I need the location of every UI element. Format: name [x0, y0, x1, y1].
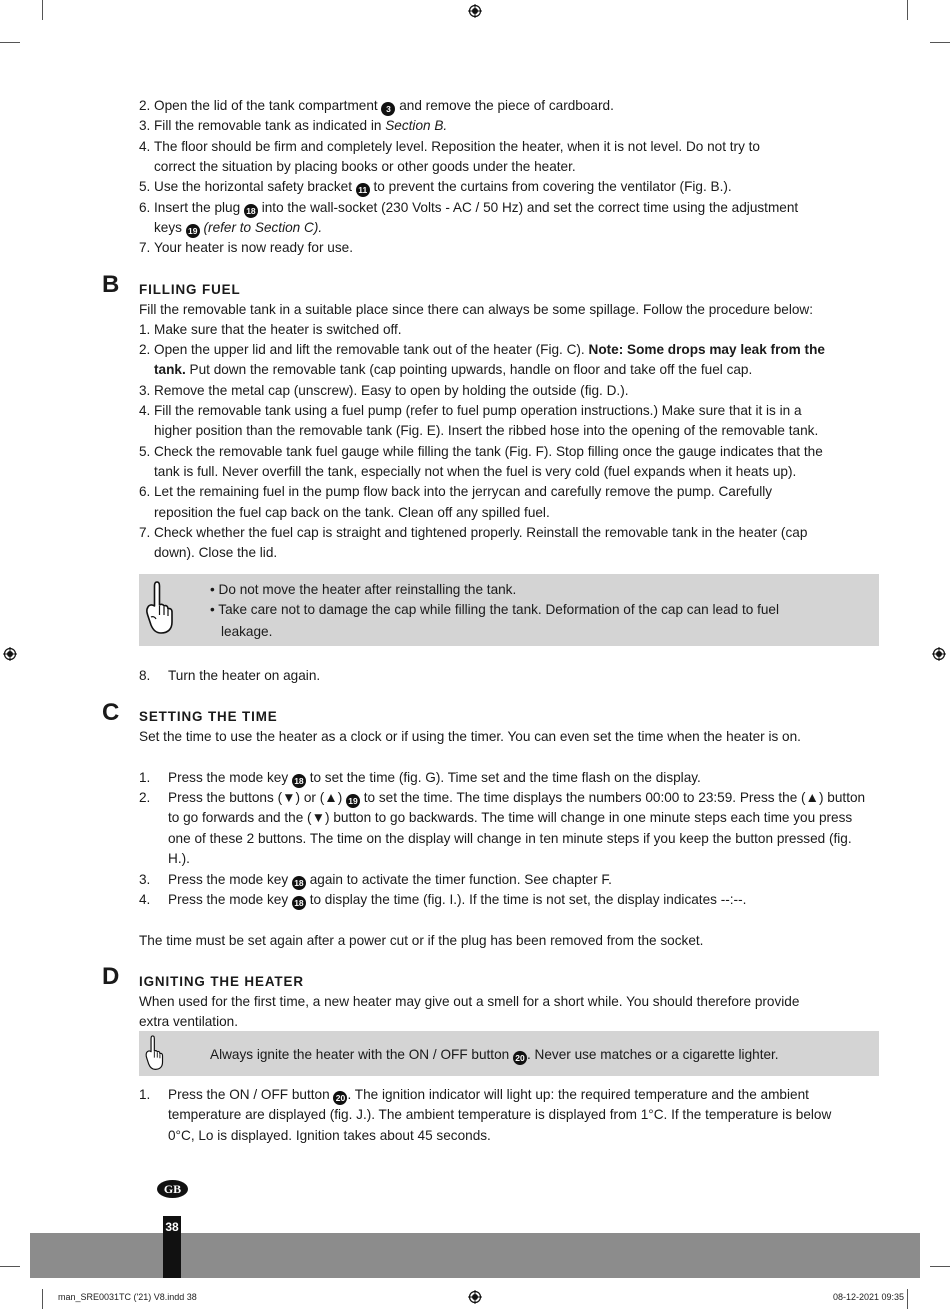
section-intro: Set the time to use the heater as a clock or if using the timer. You can even set the time when the heater is on. [139, 729, 801, 744]
list-item: 3. Fill the removable tank as indicated in Section B. [139, 118, 448, 133]
note-bullet: • Do not move the heater after reinstalling the tank. [210, 582, 517, 597]
callout-badge: 20 [513, 1051, 527, 1065]
language-badge: GB [157, 1180, 188, 1198]
file-slug: man_SRE0031TC ('21) V8.indd 38 [58, 1292, 197, 1302]
list-item-continuation: tank is full. Never overfill the tank, especially not when the fuel is very cold (fuel expands when it heats up). [154, 464, 797, 479]
list-item: 1. Press the ON / OFF button 20 . The ignition indicator will light up: the required temperature and the ambient [139, 1087, 809, 1103]
section-intro: When used for the first time, a new heater may give out a smell for a short while. You should therefore provide [139, 994, 800, 1009]
list-item: 3. Press the mode key 18 again to activate the timer function. See chapter F. [139, 872, 612, 888]
section-letter: C [102, 699, 120, 726]
list-item: 6. Let the remaining fuel in the pump flow back into the jerrycan and carefully remove the pump. Carefully [139, 484, 773, 499]
callout-badge: 19 [186, 224, 200, 238]
note-bullet: • Take care not to damage the cap while filling the tank. Deformation of the cap can lead to fuel [210, 602, 779, 617]
list-item-continuation: temperature are displayed (fig. J.). The ambient temperature is displayed from 1°C. If the temperature is below [168, 1107, 832, 1122]
list-item: 4. Fill the removable tank using a fuel pump (refer to fuel pump operation instructions.) Make sure that it is in a [139, 403, 802, 418]
list-item: 5. Check the removable tank fuel gauge while filling the tank (Fig. F). Stop filling once the gauge indicates that the [139, 444, 823, 459]
list-item: 2. Open the upper lid and lift the removable tank out of the heater (Fig. C). Note: Some drops may leak from the [139, 342, 825, 357]
list-item-continuation: higher position than the removable tank (Fig. E). Insert the ribbed hose into the opening of the removable tank. [154, 423, 819, 438]
date-slug: 08-12-2021 09:35 [832, 1292, 904, 1302]
list-item-continuation: reposition the fuel cap back on the tank. Clean off any spilled fuel. [154, 505, 550, 520]
note-bullet-continuation: leakage. [221, 624, 273, 639]
section-letter: B [102, 271, 120, 298]
callout-badge: 18 [292, 774, 306, 788]
warning-note [139, 1031, 879, 1076]
list-item: 2. Press the buttons (▼) or (▲) 19 to set the time. The time displays the numbers 00:00 to 23:59. Press the (▲) button [139, 790, 866, 806]
note-text: Always ignite the heater with the ON / OFF button 20 . Never use matches or a cigarette lighter. [210, 1047, 779, 1063]
callout-badge: 19 [346, 794, 360, 808]
list-item-continuation: 0°C, Lo is displayed. Ignition takes about 45 seconds. [168, 1128, 491, 1143]
section-outro: The time must be set again after a power cut or if the plug has been removed from the socket. [139, 933, 704, 948]
registration-mark-icon [3, 647, 17, 661]
crop-mark [930, 42, 950, 43]
list-item: 2. Open the lid of the tank compartment 3 and remove the piece of cardboard. [139, 98, 614, 114]
list-item: 7. Your heater is now ready for use. [139, 240, 353, 255]
list-item-continuation: correct the situation by placing books or other goods under the heater. [154, 159, 576, 174]
list-item: 3. Remove the metal cap (unscrew). Easy to open by holding the outside (fig. D.). [139, 383, 629, 398]
list-item: 4. The floor should be firm and completely level. Reposition the heater, when it is not level. Do not try to [139, 139, 760, 154]
list-item-continuation: tank. Put down the removable tank (cap pointing upwards, handle on floor and take off the fuel cap. [154, 362, 753, 377]
list-item: 7. Check whether the fuel cap is straight and tightened properly. Reinstall the removable tank in the heater (cap [139, 525, 808, 540]
callout-badge: 18 [292, 876, 306, 890]
crop-mark [930, 1266, 950, 1267]
section-title: IGNITING THE HEATER [139, 974, 304, 989]
callout-badge: 11 [356, 183, 370, 197]
warning-note [139, 574, 879, 646]
list-item-continuation: to go forwards and the (▼) button to go backwards. The time will change in one minute steps each time you press [168, 810, 853, 825]
list-item-continuation: down). Close the lid. [154, 545, 278, 560]
registration-mark-icon [468, 4, 482, 18]
crop-mark [42, 1289, 43, 1309]
page-number: 38 [165, 1220, 179, 1234]
callout-badge: 20 [333, 1091, 347, 1105]
list-item-continuation: keys 19 (refer to Section C). [154, 220, 323, 236]
callout-badge: 18 [292, 896, 306, 910]
list-item: 6. Insert the plug 18 into the wall-socket (230 Volts - AC / 50 Hz) and set the correct time using the adjustment [139, 200, 799, 216]
crop-mark [907, 1289, 908, 1309]
list-item: 1. Make sure that the heater is switched off. [139, 322, 402, 337]
callout-badge: 18 [244, 204, 258, 218]
list-item: 1. Press the mode key 18 to set the time (fig. G). Time set and the time flash on the display. [139, 770, 701, 786]
crop-mark [0, 42, 20, 43]
list-item: 4. Press the mode key 18 to display the time (fig. I.). If the time is not set, the display indicates --:--. [139, 892, 747, 908]
section-title: FILLING FUEL [139, 282, 241, 297]
crop-mark [0, 1266, 20, 1267]
registration-mark-icon [932, 647, 946, 661]
crop-mark [907, 0, 908, 20]
section-intro: Fill the removable tank in a suitable place since there can always be some spillage. Follow the procedure below: [139, 302, 814, 317]
section-letter: D [102, 963, 120, 990]
section-title: SETTING THE TIME [139, 709, 278, 724]
list-item-continuation: H.). [168, 851, 190, 866]
pointing-hand-icon [142, 1034, 166, 1072]
pointing-hand-icon [142, 579, 176, 637]
registration-mark-icon [468, 1290, 482, 1304]
callout-badge: 3 [381, 102, 395, 116]
section-intro: extra ventilation. [139, 1014, 238, 1029]
crop-mark [42, 0, 43, 20]
list-item: 8. Turn the heater on again. [139, 668, 321, 683]
list-item-continuation: one of these 2 buttons. The time on the display will change in ten minute steps if you keep the button pressed (fig. [168, 831, 852, 846]
list-item: 5. Use the horizontal safety bracket 11 to prevent the curtains from covering the ventilator (Fig. B.). [139, 179, 732, 195]
